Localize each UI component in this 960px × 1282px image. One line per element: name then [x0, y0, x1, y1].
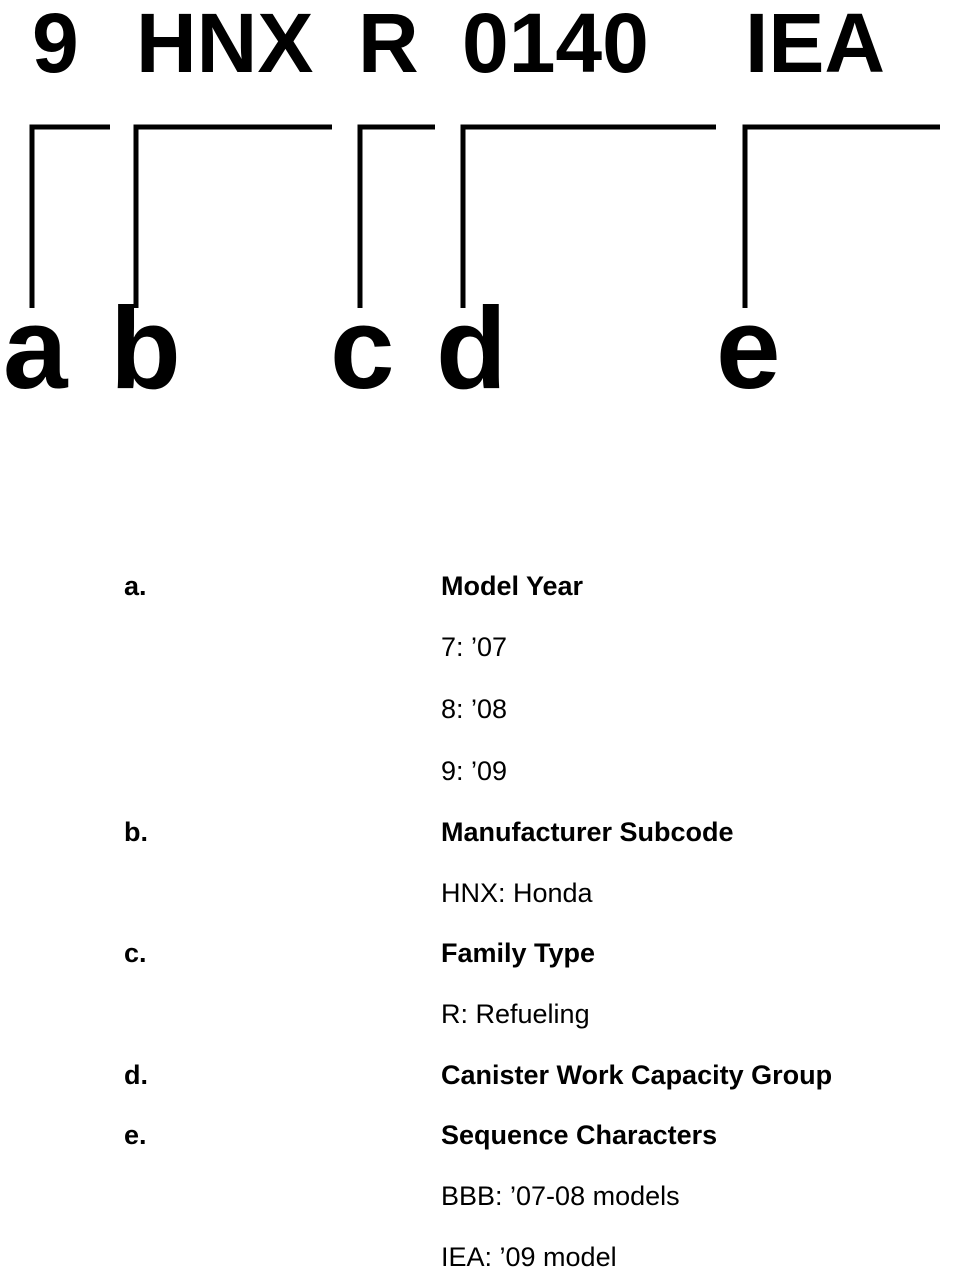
legend-heading-d: Canister Work Capacity Group	[441, 1060, 833, 1090]
legend-label-e: e.	[124, 1120, 147, 1150]
bracket-a	[32, 127, 110, 308]
legend-heading-c: Family Type	[441, 938, 596, 968]
legend-label-b: b.	[124, 817, 148, 847]
code-part-c: R	[358, 0, 419, 90]
legend-value-row	[0, 756, 960, 796]
legend-value-b-1: HNX: Honda	[441, 878, 593, 908]
legend-value-row	[0, 1181, 960, 1221]
callout-letter-a: a	[3, 283, 68, 413]
legend-value-row	[0, 1242, 960, 1282]
bracket-d	[463, 127, 716, 308]
bracket-b	[136, 127, 332, 308]
legend-value-a-1: 7: ’07	[441, 632, 508, 662]
callout-letter-e: e	[716, 283, 781, 413]
code-diagram-svg	[0, 0, 960, 420]
legend-row-c	[0, 938, 960, 978]
legend-value-e-1: BBB: ’07-08 models	[441, 1181, 680, 1211]
code-diagram	[0, 0, 960, 420]
callout-letter-c: c	[330, 283, 395, 413]
code-part-e: IEA	[745, 0, 886, 90]
legend-label-c: c.	[124, 938, 147, 968]
bracket-c	[360, 127, 435, 308]
legend-value-a-3: 9: ’09	[441, 756, 508, 786]
legend-value-row	[0, 999, 960, 1039]
legend-row-e	[0, 1120, 960, 1160]
legend-heading-e: Sequence Characters	[441, 1120, 718, 1150]
legend-row-b	[0, 817, 960, 857]
legend-value-a-2: 8: ’08	[441, 694, 508, 724]
legend-row-a	[0, 571, 960, 611]
legend-value-row	[0, 632, 960, 672]
legend-heading-a: Model Year	[441, 571, 584, 601]
code-part-a: 9	[32, 0, 79, 90]
callout-letter-d: d	[436, 283, 507, 413]
legend-value-c-1: R: Refueling	[441, 999, 590, 1029]
code-part-d: 0140	[462, 0, 649, 90]
legend-value-e-2: IEA: ’09 model	[441, 1242, 617, 1272]
legend-label-a: a.	[124, 571, 147, 601]
legend-value-row	[0, 878, 960, 918]
callout-letter-b: b	[110, 283, 181, 413]
legend-value-row	[0, 694, 960, 734]
legend-row-d	[0, 1060, 960, 1100]
bracket-e	[745, 127, 940, 308]
legend-heading-b: Manufacturer Subcode	[441, 817, 734, 847]
legend-label-d: d.	[124, 1060, 148, 1090]
code-part-b: HNX	[136, 0, 314, 90]
